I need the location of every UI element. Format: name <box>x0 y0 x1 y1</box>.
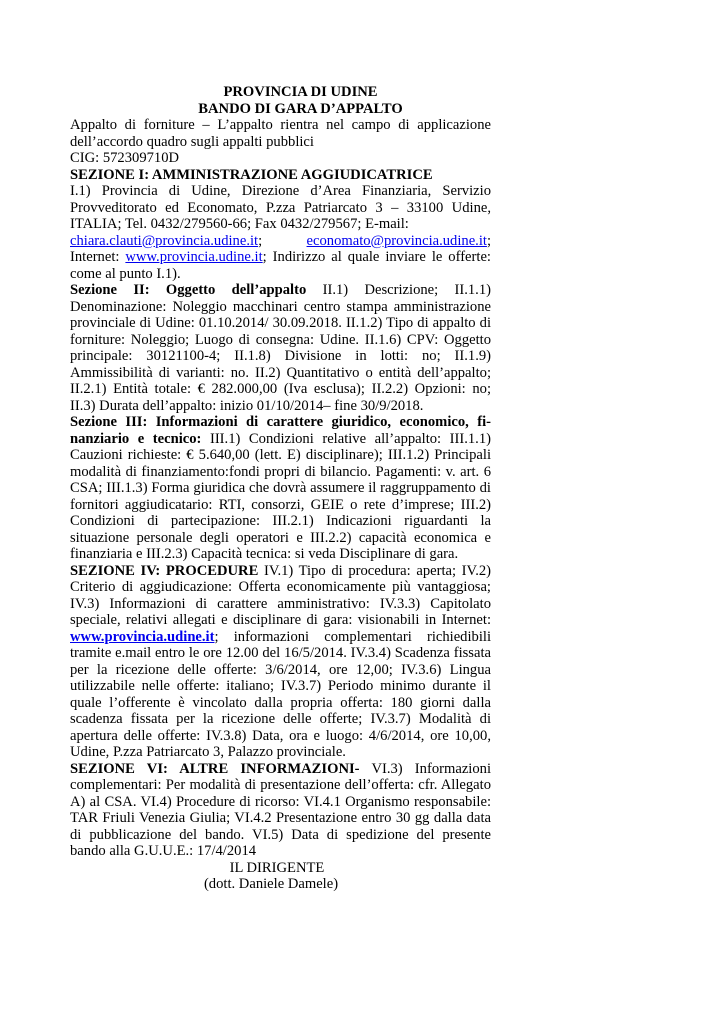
signature-name: (dott. Daniele Damele) <box>203 876 339 892</box>
section-1-heading: SEZIONE I: AMMINISTRAZIONE AGGIUDICATRICE <box>70 166 433 183</box>
email-link-economato[interactable]: economato@provincia.udine.it <box>306 232 487 249</box>
intro-paragraph <box>70 117 491 150</box>
email-1-wrap <box>70 233 262 250</box>
section-2-paragraph <box>70 282 491 414</box>
cig-line <box>70 150 491 167</box>
email-2-wrap <box>307 233 491 250</box>
section-4-heading: SEZIONE IV: PROCEDURE <box>70 562 259 579</box>
website-link-1[interactable]: www.provincia.udine.it <box>125 249 263 265</box>
intro-text: Appalto di forniture – L’appalto rientra nel campo di applicazione dell’accordo quadro sugli appalti pubblici <box>70 117 491 150</box>
section-1-tail: ; Indirizzo al quale inviare le offerte: come al punto I.1). <box>70 249 491 282</box>
section-4-paragraph <box>70 563 491 761</box>
section-4-text: IV.1) Tipo di procedura: aperta; IV.2) Criterio di aggiudicazione: Offerta economicamente più vantaggiosa; IV.3) Informazioni di carattere amministrativo: IV.3.3) Capitolato speciale, relativi allegati e disciplinare di gara: visionabili in Internet: <box>70 562 491 628</box>
section-1-text: I.1) Provincia di Udine, Direzione d’Area Finanziaria, Servizio Provveditorato ed Economato, P.zza Patriarcato 3 – 33100 Udine, ITALIA; Tel. 0432/279560-66; Fax 0432/279567; E-mail: <box>70 183 491 232</box>
email-separator-2: ; <box>486 232 491 249</box>
section-3-heading: Sezione III: Informazioni di carattere giuridico, economico, fi-nanziario e tecnico: <box>70 414 491 447</box>
section-1-title <box>70 167 491 184</box>
website-link-2[interactable]: www.provincia.udine.it <box>70 628 215 645</box>
section-1-paragraph <box>70 183 491 233</box>
signature-role: IL DIRIGENTE <box>229 859 325 876</box>
signature-block <box>62 860 492 893</box>
email-separator-1: ; <box>258 232 263 249</box>
section-6-text: VI.3) Informazioni complementari: Per modalità di presentazione dell’offerta: cfr. Allegato A) al CSA. VI.4) Procedure di ricorso: VI.4.1 Organismo responsabile: TAR Friuli Venezia Giulia; VI.4.2 Presentazione entro 30 gg dalla data di pubblicazione del bando. VI.5) Data di spedizione del presente bando alla G.U.U.E.: 17/4/2014 <box>70 760 491 859</box>
header-title: BANDO DI GARA D’APPALTO <box>198 100 403 117</box>
email-link-chiara[interactable]: chiara.clauti@provincia.udine.it <box>70 232 259 249</box>
section-6-heading: SEZIONE VI: ALTRE INFORMAZIONI- <box>70 760 360 777</box>
document-header <box>110 84 491 117</box>
section-6-paragraph <box>70 761 491 860</box>
cig-code: CIG: 572309710D <box>70 150 180 166</box>
internet-paragraph <box>70 249 491 282</box>
internet-label: Internet: <box>70 249 126 265</box>
section-3-text: III.1) Condizioni relative all’appalto: III.1.1) Cauzioni richieste: € 5.640,00 (lett. E) disciplinare); III.1.2) Principali modalità di finanziamento:fondi propri di bilancio. Pagamenti: v. art. 6 CSA; III.1.3) Forma giuridica che dovrà assumere il raggruppamento di fornitori aggiudicatario: RTI, consorzi, GEIE o rete d’imprese; III.2) Condizioni di partecipazione: III.2.1) Indicazioni riguardanti la situazione personale degli operatori e III.2.2) capacità economica e finanziaria e III.2.3) Capacità tecnica: si veda Disciplinare di gara. <box>70 430 491 562</box>
section-4-tail: ; informazioni complementari richiedibili tramite e.mail entro le ore 12.00 del 16/5/2014. IV.3.4) Scadenza fissata per la ricezione delle offerte: 3/6/2014, ore 12,00; IV.3.6) Lingua utilizzabile nelle offerte: italiano; IV.3.7) Periodo minimo durante il quale l’offerente è vincolato dalla propria offerta: 180 giorni dalla scadenza fissata per la ricezione delle offerte; IV.3.7) Modalità di apertura delle offerte: IV.3.8) Data, ora e luogo: 4/6/2014, ore 10,00, Udine, P.zza Patriarcato 3, Palazzo provinciale. <box>70 628 491 760</box>
section-2-heading: Sezione II: Oggetto dell’appalto <box>70 282 307 298</box>
header-organization: PROVINCIA DI UDINE <box>223 84 378 100</box>
section-3-paragraph <box>70 414 491 563</box>
email-line <box>70 233 491 250</box>
section-2-text: II.1) Descrizione; II.1.1) Denominazione: Noleggio macchinari centro stampa amministrazione provinciale di Udine: 01.10.2014/ 30.09.2018. II.1.2) Tipo di appalto di forniture: Noleggio; Luogo di consegna: Udine. II.1.6) CPV: Oggetto principale: 30121100-4; II.1.8) Divisione in lotti: no; II.1.9) Ammissibilità di varianti: no. II.2) Quantitativo o entità dell’appalto; II.2.1) Entità totale: € 282.000,00 (Iva esclusa); II.2.2) Opzioni: no; II.3) Durata dell’appalto: inizio 01/10/2014– fine 30/9/2018. <box>70 282 491 414</box>
document-page <box>70 84 491 893</box>
